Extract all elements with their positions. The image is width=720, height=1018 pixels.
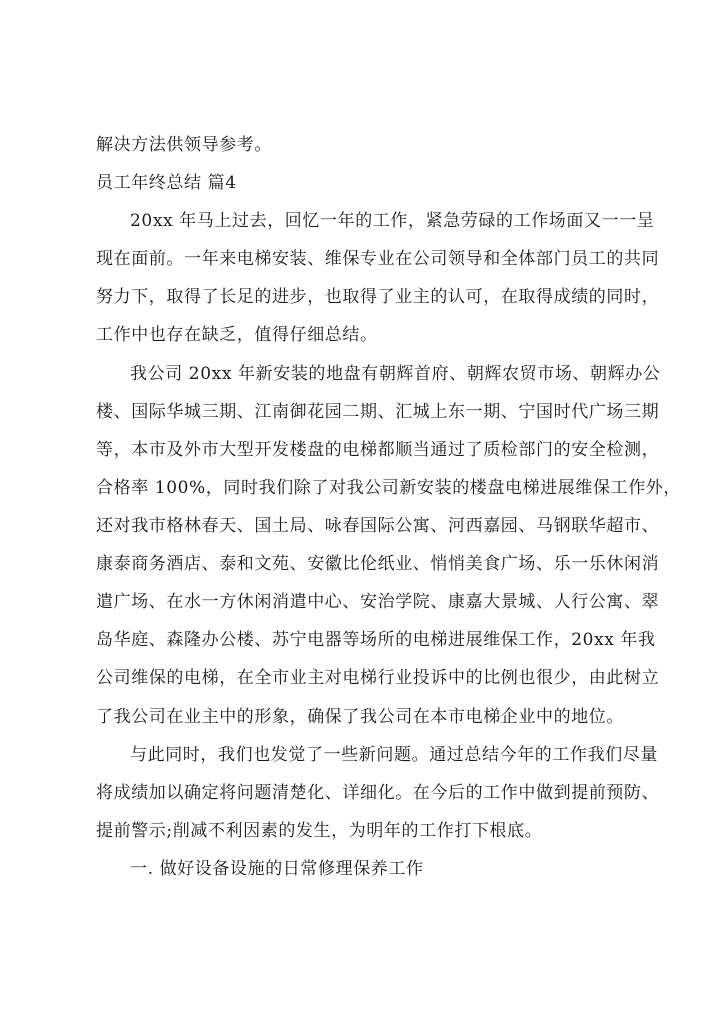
text-line: 将成绩加以确定将问题清楚化、详细化。在今后的工作中做到提前预防、 [96, 783, 660, 803]
text-line: 工作中也存在缺乏，值得仔细总结。 [96, 325, 378, 345]
text-line: 努力下，取得了长足的进步，也取得了业主的认可，在取得成绩的同时， [96, 287, 660, 307]
subsection-heading: 一. 做好设备设施的日常修理保养工作 [130, 859, 424, 879]
text-line: 与此同时，我们也发觉了一些新问题。通过总结今年的工作我们尽量 [130, 745, 658, 765]
text-line: 20xx 年马上过去，回忆一年的工作，紧急劳碌的工作场面又一一呈 [130, 211, 655, 231]
text-line: 了我公司在业主中的形象，确保了我公司在本市电梯企业中的地位。 [96, 707, 624, 727]
text-line: 我公司 20xx 年新安装的地盘有朝辉首府、朝辉农贸市场、朝辉办公 [130, 364, 661, 384]
section-heading: 员工年终总结 篇4 [96, 173, 237, 193]
text-line: 提前警示;削减不利因素的发生，为明年的工作打下根底。 [96, 821, 543, 841]
text-line: 康泰商务酒店、泰和文苑、安徽比伦纸业、悄悄美食广场、乐一乐休闲消 [96, 554, 660, 574]
text-line: 公司维保的电梯，在全市业主对电梯行业投诉中的比例也很少，由此树立 [96, 668, 660, 688]
text-line: 岛华庭、森隆办公楼、苏宁电器等场所的电梯进展维保工作，20xx 年我 [96, 630, 656, 650]
text-line: 合格率 100%，同时我们除了对我公司新安装的楼盘电梯进展维保工作外， [96, 478, 682, 498]
text-line: 遣广场、在水一方休闲消遣中心、安治学院、康嘉大景城、人行公寓、翠 [96, 592, 660, 612]
text-line: 还对我市格林春天、国土局、咏春国际公寓、河西嘉园、马钢联华超市、 [96, 516, 660, 536]
text-line: 解决方法供领导参考。 [96, 135, 272, 155]
text-line: 等，本市及外市大型开发楼盘的电梯都顺当通过了质检部门的安全检测， [96, 440, 660, 460]
text-line: 现在面前。一年来电梯安装、维保专业在公司领导和全体部门员工的共同 [96, 249, 660, 269]
text-line: 楼、国际华城三期、江南御花园二期、汇城上东一期、宁国时代广场三期 [96, 402, 660, 422]
